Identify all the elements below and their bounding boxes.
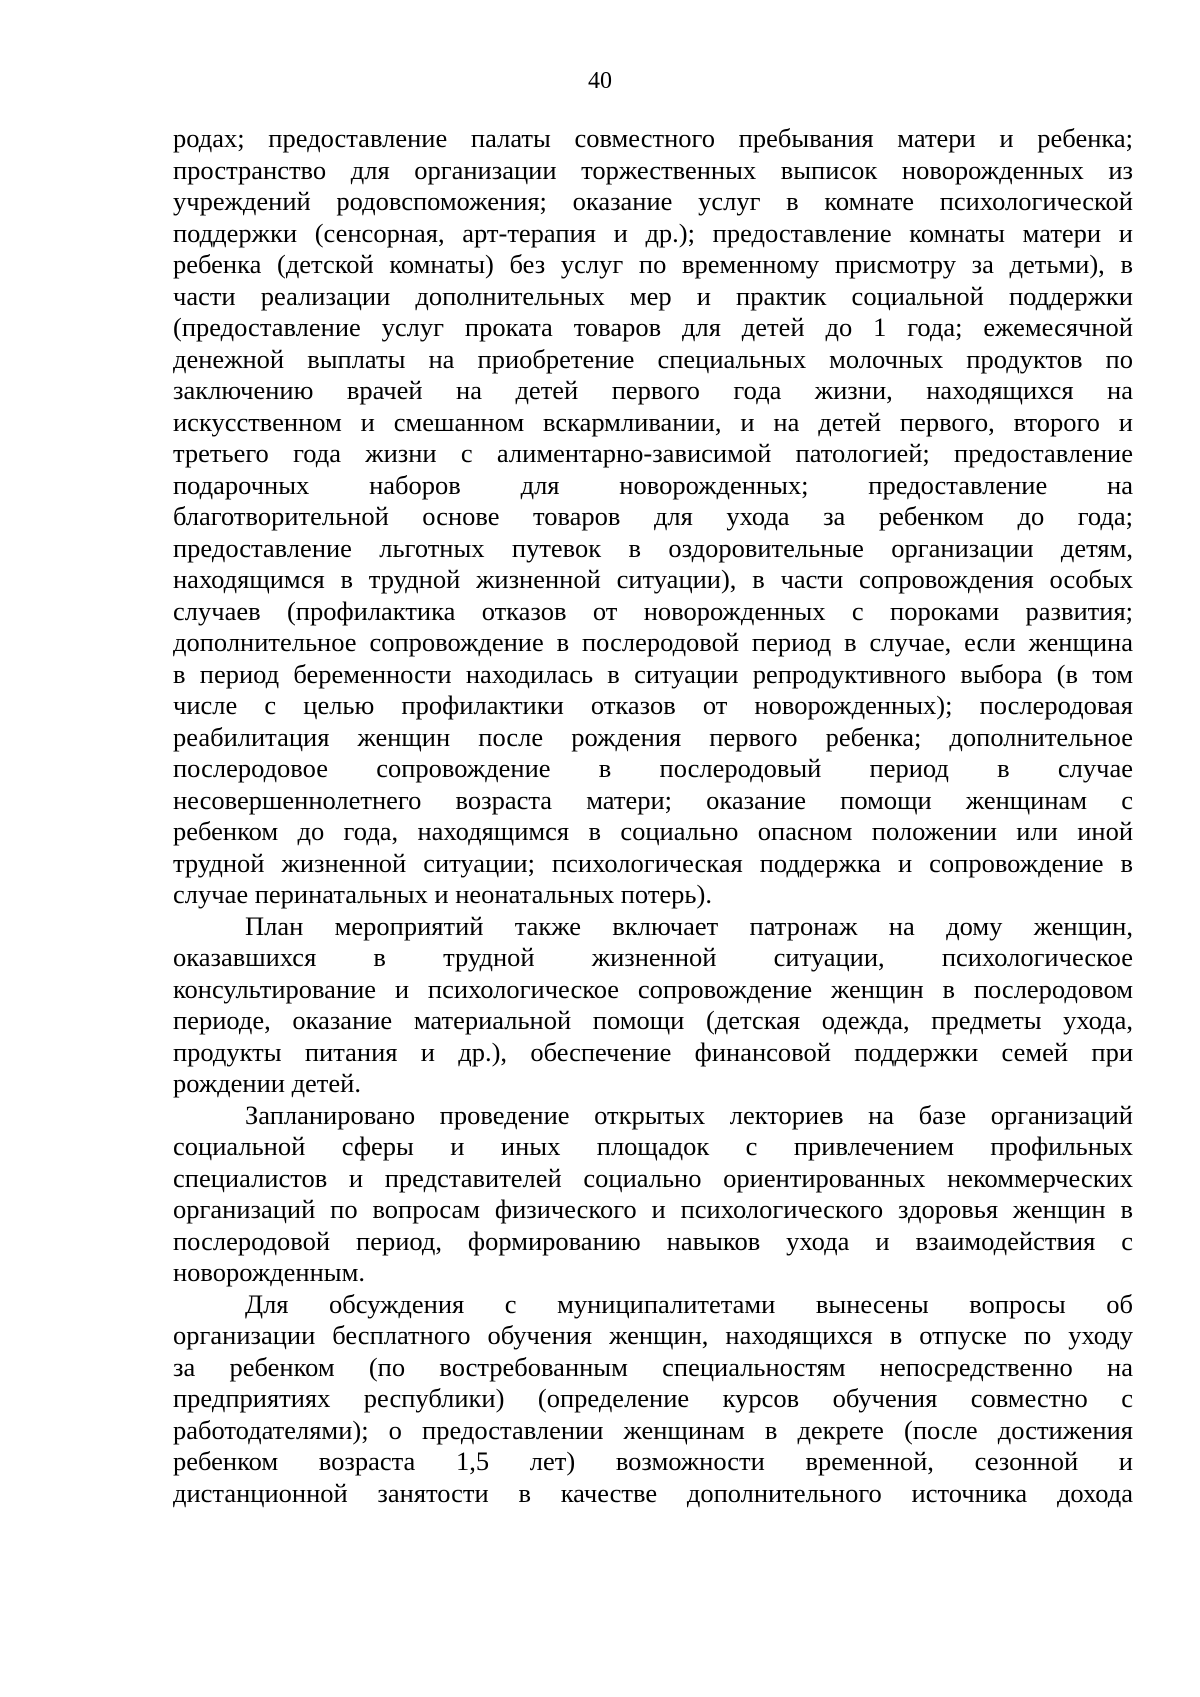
text-line: социальной сферы и иных площадок с привлечением профильных <box>173 1131 1133 1161</box>
text-line: за ребенком (по востребованным специальностям непосредственно на <box>173 1351 1133 1382</box>
text-line: продукты питания и др.), обеспечение финансовой поддержки семей при <box>173 1036 1133 1067</box>
text-line: оказавшихся в трудной жизненной ситуации, психологическое <box>173 942 1133 972</box>
paragraph <box>173 911 1133 1100</box>
text-line: учреждений родовспоможения; оказание услуг в комнате психологической <box>173 186 1133 216</box>
text-line: родах; предоставление палаты совместного пребывания матери и ребенка; <box>173 123 1133 153</box>
text-line: числе с целью профилактики отказов от новорожденных); послеродовая <box>173 690 1133 720</box>
text-line: реабилитация женщин после рождения первого ребенка; дополнительное <box>173 721 1133 752</box>
text-line: денежной выплаты на приобретение специальных молочных продуктов по <box>173 343 1133 374</box>
text-line: послеродовой период, формированию навыков ухода и взаимодействия с <box>173 1225 1133 1256</box>
text-line: искусственном и смешанном вскармливании, и на детей первого, второго и <box>173 406 1133 437</box>
text-line: дистанционной занятости в качестве дополнительного источника дохода <box>173 1477 1133 1508</box>
text-line: План мероприятий также включает патронаж на дому женщин, <box>245 910 1133 941</box>
paragraph <box>173 123 1133 911</box>
text-line: несовершеннолетнего возраста матери; оказание помощи женщинам с <box>173 784 1133 815</box>
text-line: поддержки (сенсорная, арт-терапия и др.); предоставление комнаты матери и <box>173 217 1133 248</box>
paragraph <box>173 1100 1133 1289</box>
text-line: находящимся в трудной жизненной ситуации), в части сопровождения особых <box>173 564 1133 594</box>
text-line: периоде, оказание материальной помощи (детская одежда, предметы ухода, <box>173 1005 1133 1035</box>
text-line: пространство для организации торжественных выписок новорожденных из <box>173 154 1133 185</box>
text-line: ребенком возраста 1,5 лет) возможности временной, сезонной и <box>173 1446 1133 1476</box>
body-text <box>173 123 1133 1509</box>
text-line: рождении детей. <box>173 1068 361 1098</box>
text-line: организаций по вопросам физического и психологического здоровья женщин в <box>173 1194 1133 1224</box>
text-line: трудной жизненной ситуации; психологическая поддержка и сопровождение в <box>173 847 1133 878</box>
text-line: подарочных наборов для новорожденных; предоставление на <box>173 469 1133 500</box>
text-line: дополнительное сопровождение в послеродовой период в случае, если женщина <box>173 627 1133 657</box>
paragraph <box>173 1289 1133 1510</box>
text-line: предприятиях республики) (определение курсов обучения совместно с <box>173 1383 1133 1413</box>
text-line: случаев (профилактика отказов от новорожденных с пороками развития; <box>173 595 1133 626</box>
text-line: предоставление льготных путевок в оздоровительные организации детям, <box>173 532 1133 563</box>
text-line: Для обсуждения с муниципалитетами вынесены вопросы об <box>245 1288 1133 1319</box>
text-line: новорожденным. <box>173 1257 365 1287</box>
text-line: организации бесплатного обучения женщин, находящихся в отпуске по уходу <box>173 1320 1133 1350</box>
text-line: части реализации дополнительных мер и практик социальной поддержки <box>173 280 1133 311</box>
text-line: случае перинатальных и неонатальных потерь). <box>173 879 712 909</box>
text-line: специалистов и представителей социально ориентированных некоммерческих <box>173 1162 1133 1193</box>
text-line: послеродовое сопровождение в послеродовый период в случае <box>173 753 1133 783</box>
text-line: третьего года жизни с алиментарно-зависимой патологией; предоставление <box>173 438 1133 468</box>
page-number: 40 <box>588 68 612 94</box>
text-line: благотворительной основе товаров для ухода за ребенком до года; <box>173 501 1133 531</box>
text-line: заключению врачей на детей первого года жизни, находящихся на <box>173 375 1133 405</box>
text-line: ребенка (детской комнаты) без услуг по временному присмотру за детьми), в <box>173 249 1133 279</box>
text-line: работодателями); о предоставлении женщинам в декрете (после достижения <box>173 1414 1133 1445</box>
text-line: Запланировано проведение открытых лекториев на базе организаций <box>245 1099 1133 1130</box>
text-line: (предоставление услуг проката товаров для детей до 1 года; ежемесячной <box>173 312 1133 342</box>
text-line: в период беременности находилась в ситуации репродуктивного выбора (в том <box>173 658 1133 689</box>
text-line: консультирование и психологическое сопровождение женщин в послеродовом <box>173 973 1133 1004</box>
text-line: ребенком до года, находящимся в социально опасном положении или иной <box>173 816 1133 846</box>
